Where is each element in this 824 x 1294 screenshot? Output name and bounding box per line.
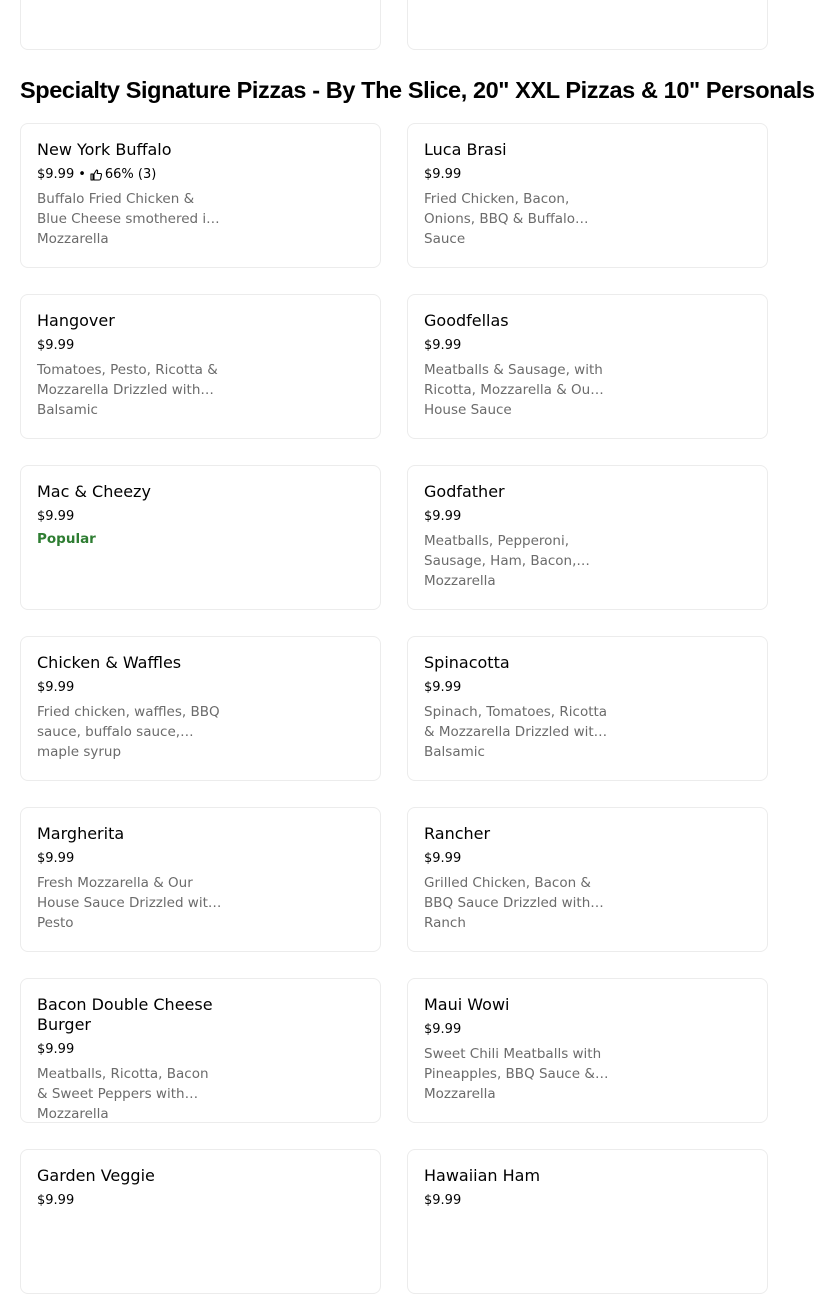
item-meta <box>424 1191 751 1211</box>
item-name: Chicken & Waffles <box>37 653 182 672</box>
item-description: Buffalo Fried Chicken & Blue Cheese smothered in Mozzarella <box>37 191 215 247</box>
menu-item-card[interactable] <box>20 1149 381 1294</box>
menu-item-card[interactable] <box>407 465 768 610</box>
item-meta <box>37 1040 364 1060</box>
menu-item-card[interactable] <box>407 636 768 781</box>
item-name: Goodfellas <box>424 311 509 330</box>
item-price: $9.99 <box>37 167 75 182</box>
item-description: Meatballs, Pepperoni, Sausage, Ham, Bacon, Mozzarella <box>424 533 577 589</box>
separator-dot: • <box>78 167 86 182</box>
menu-item-card[interactable] <box>20 465 381 610</box>
item-description: Tomatoes, Pesto, Ricotta & Mozzarella Drizzled with Balsamic <box>37 362 218 418</box>
item-price: $9.99 <box>37 509 75 524</box>
item-price: $9.99 <box>424 167 462 182</box>
item-description: Fried Chicken, Bacon, Onions, BBQ & Buffalo Sauce <box>424 191 576 247</box>
popular-badge: Popular <box>37 531 96 547</box>
menu-item-card[interactable] <box>20 807 381 952</box>
item-name: Luca Brasi <box>424 140 507 159</box>
item-description: Sweet Chili Meatballs with Pineapples, BBQ Sauce & Mozzarella <box>424 1046 602 1102</box>
item-price: $9.99 <box>424 851 462 866</box>
item-name: Spinacotta <box>424 653 510 672</box>
item-description: Grilled Chicken, Bacon & BBQ Sauce Drizzled with Ranch <box>424 875 591 931</box>
item-description: Fresh Mozzarella & Our House Sauce Drizzled with Pesto <box>37 875 217 931</box>
menu-item-card[interactable] <box>20 636 381 781</box>
item-meta <box>37 507 364 527</box>
menu-item-card[interactable] <box>407 807 768 952</box>
item-price: $9.99 <box>424 1022 462 1037</box>
item-name: Hangover <box>37 311 115 330</box>
item-price: $9.99 <box>37 680 75 695</box>
item-meta <box>424 165 751 185</box>
item-meta <box>424 678 751 698</box>
item-name: Hawaiian Ham <box>424 1166 541 1185</box>
item-name: Rancher <box>424 824 491 843</box>
menu-item-card[interactable] <box>407 123 768 268</box>
item-meta <box>37 849 364 869</box>
item-name: Margherita <box>37 824 125 843</box>
item-price: $9.99 <box>424 1193 462 1208</box>
thumbs-up-icon <box>90 169 102 181</box>
item-price: $9.99 <box>424 338 462 353</box>
item-meta <box>37 1191 364 1211</box>
item-meta <box>37 165 364 185</box>
item-name: Mac & Cheezy <box>37 482 151 501</box>
item-name: Garden Veggie <box>37 1166 155 1185</box>
item-name: Godfather <box>424 482 505 501</box>
item-meta <box>424 336 751 356</box>
menu-item-card[interactable] <box>20 294 381 439</box>
menu-item-card[interactable] <box>407 978 768 1123</box>
menu-item-card[interactable] <box>20 978 381 1123</box>
item-description: Fried chicken, waffles, BBQ sauce, buffalo sauce, maple syrup <box>37 704 220 760</box>
item-meta <box>37 678 364 698</box>
item-price: $9.99 <box>37 851 75 866</box>
item-name: New York Buffalo <box>37 140 172 159</box>
item-description: Meatballs, Ricotta, Bacon & Sweet Peppers with Mozzarella <box>37 1066 209 1122</box>
item-meta <box>37 336 364 356</box>
item-meta <box>424 1020 751 1040</box>
item-name: Maui Wowi <box>424 995 510 1014</box>
menu-item-card[interactable] <box>407 294 768 439</box>
section-title: Specialty Signature Pizzas - By The Slice, 20" XXL Pizzas & 10" Personals <box>20 77 815 103</box>
item-description: Meatballs & Sausage, with Ricotta, Mozzarella & Our House Sauce <box>424 362 603 418</box>
menu-item-card[interactable] <box>20 0 381 50</box>
item-description: Spinach, Tomatoes, Ricotta & Mozzarella Drizzled with Balsamic <box>424 704 608 760</box>
menu-item-card[interactable] <box>407 1149 768 1294</box>
item-name: Bacon Double Cheese Burger <box>37 995 213 1034</box>
menu-item-card[interactable] <box>407 0 768 50</box>
item-price: $9.99 <box>424 680 462 695</box>
item-price: $9.99 <box>37 1042 75 1057</box>
menu-item-card[interactable] <box>20 123 381 268</box>
item-rating: 66% (3) <box>104 167 157 182</box>
item-price: $9.99 <box>424 509 462 524</box>
item-price: $9.99 <box>37 1193 75 1208</box>
item-price: $9.99 <box>37 338 75 353</box>
item-meta <box>424 849 751 869</box>
item-meta <box>424 507 751 527</box>
